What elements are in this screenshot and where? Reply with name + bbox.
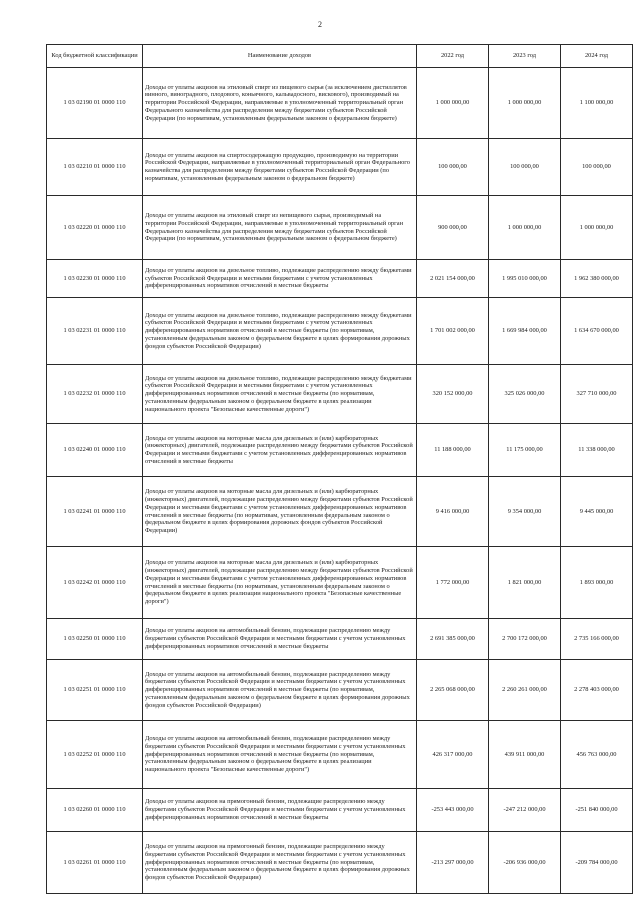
row-code: 1 03 02231 01 0000 110	[47, 298, 143, 365]
row-value-2024: 11 338 000,00	[561, 424, 633, 477]
row-value-2023: 1 995 010 000,00	[489, 260, 561, 298]
row-code: 1 03 02260 01 0000 110	[47, 789, 143, 832]
row-value-2022: 11 188 000,00	[417, 424, 489, 477]
row-name: Доходы от уплаты акцизов на автомобильный бензин, подлежащие распределению между бюджетами субъектов Российской Федерации и местными бюджетами с учетом установленных дифференцированных нормативов отчислений в местные бюджеты	[143, 619, 417, 660]
row-value-2022: 320 152 000,00	[417, 365, 489, 424]
table-header-row	[47, 45, 633, 68]
row-value-2023: 1 000 000,00	[489, 196, 561, 260]
row-value-2022: 1 000 000,00	[417, 68, 489, 139]
row-name: Доходы от уплаты акцизов на дизельное топливо, подлежащие распределению между бюджетами субъектов Российской Федерации и местными бюджетами с учетом установленных дифференцированных нормативов отчислений в местные бюджеты (по нормативам, установленным федеральным законом о федеральном бюджете в целях формирования дорожных фондов субъектов Российской Федерации)	[143, 298, 417, 365]
table-row	[47, 721, 633, 789]
table-row	[47, 298, 633, 365]
row-value-2022: 9 416 000,00	[417, 477, 489, 547]
row-value-2024: 2 735 166 000,00	[561, 619, 633, 660]
row-code: 1 03 02230 01 0000 110	[47, 260, 143, 298]
row-value-2023: 439 911 000,00	[489, 721, 561, 789]
table-row	[47, 832, 633, 894]
row-value-2023: 2 700 172 000,00	[489, 619, 561, 660]
row-value-2023: 325 026 000,00	[489, 365, 561, 424]
header-2022: 2022 год	[417, 45, 489, 68]
row-value-2024: -251 840 000,00	[561, 789, 633, 832]
row-code: 1 03 02232 01 0000 110	[47, 365, 143, 424]
row-code: 1 03 02210 01 0000 110	[47, 139, 143, 196]
row-code: 1 03 02190 01 0000 110	[47, 68, 143, 139]
row-name: Доходы от уплаты акцизов на дизельное топливо, подлежащие распределению между бюджетами субъектов Российской Федерации и местными бюджетами с учетом установленных дифференцированных нормативов отчислений в местные бюджеты (по нормативам, установленным федеральным законом о федеральном бюджете в целях реализации национального проекта "Безопасные качественные дороги")	[143, 365, 417, 424]
row-value-2022: 900 000,00	[417, 196, 489, 260]
revenue-table	[46, 44, 633, 894]
row-value-2024: 100 000,00	[561, 139, 633, 196]
row-value-2022: 100 000,00	[417, 139, 489, 196]
row-code: 1 03 02220 01 0000 110	[47, 196, 143, 260]
table-row	[47, 547, 633, 619]
table-row	[47, 619, 633, 660]
row-value-2024: 1 962 380 000,00	[561, 260, 633, 298]
row-value-2023: 1 821 000,00	[489, 547, 561, 619]
row-value-2024: 9 445 000,00	[561, 477, 633, 547]
row-value-2022: -253 443 000,00	[417, 789, 489, 832]
header-name: Наименование доходов	[143, 45, 417, 68]
row-code: 1 03 02240 01 0000 110	[47, 424, 143, 477]
table-row	[47, 260, 633, 298]
table-row	[47, 424, 633, 477]
row-code: 1 03 02251 01 0000 110	[47, 660, 143, 721]
row-value-2023: -247 212 000,00	[489, 789, 561, 832]
table-row	[47, 660, 633, 721]
row-value-2022: 2 691 385 000,00	[417, 619, 489, 660]
page-number: 2	[318, 20, 322, 29]
row-value-2024: 2 278 403 000,00	[561, 660, 633, 721]
table-row	[47, 477, 633, 547]
table-row	[47, 365, 633, 424]
row-name: Доходы от уплаты акцизов на автомобильный бензин, подлежащие распределению между бюджетами субъектов Российской Федерации и местными бюджетами с учетом установленных дифференцированных нормативов отчислений в местные бюджеты (по нормативам, установленным федеральным законом о федеральном бюджете в целях формирования дорожных фондов субъектов Российской Федерации)	[143, 660, 417, 721]
row-name: Доходы от уплаты акцизов на моторные масла для дизельных и (или) карбюраторных (инжекторных) двигателей, подлежащие распределению между бюджетами субъектов Российской Федерации и местными бюджетами с учетом установленных дифференцированных нормативов отчислений в местные бюджеты (по нормативам, установленным федеральным законом о федеральном бюджете в целях реализации национального проекта "Безопасные качественные дороги")	[143, 547, 417, 619]
row-value-2024: 1 634 670 000,00	[561, 298, 633, 365]
header-2023: 2023 год	[489, 45, 561, 68]
row-value-2022: 1 772 000,00	[417, 547, 489, 619]
row-code: 1 03 02252 01 0000 110	[47, 721, 143, 789]
table-row	[47, 789, 633, 832]
row-value-2023: 100 000,00	[489, 139, 561, 196]
row-name: Доходы от уплаты акцизов на автомобильный бензин, подлежащие распределению между бюджетами субъектов Российской Федерации и местными бюджетами с учетом установленных дифференцированных нормативов отчислений в местные бюджеты (по нормативам, установленным федеральным законом о федеральном бюджете в целях реализации национального проекта "Безопасные качественные дороги")	[143, 721, 417, 789]
table-row	[47, 68, 633, 139]
row-value-2022: 2 021 154 000,00	[417, 260, 489, 298]
row-name: Доходы от уплаты акцизов на прямогонный бензин, подлежащие распределению между бюджетами субъектов Российской Федерации и местными бюджетами с учетом установленных дифференцированных нормативов отчислений в местные бюджеты (по нормативам, установленным федеральным законом о федеральном бюджете в целях формирования дорожных фондов субъектов Российской Федерации)	[143, 832, 417, 894]
row-value-2022: 2 265 068 000,00	[417, 660, 489, 721]
row-value-2024: 327 710 000,00	[561, 365, 633, 424]
row-code: 1 03 02250 01 0000 110	[47, 619, 143, 660]
row-value-2024: 1 100 000,00	[561, 68, 633, 139]
row-value-2023: -206 936 000,00	[489, 832, 561, 894]
row-name: Доходы от уплаты акцизов на этиловый спирт из непищевого сырья, производимый на территории Российской Федерации, направляемые в уполномоченный территориальный орган Федерального казначейства для распределения между бюджетами субъектов Российской Федерации (по нормативам, установленным федеральным законом о федеральном бюджете)	[143, 196, 417, 260]
row-name: Доходы от уплаты акцизов на моторные масла для дизельных и (или) карбюраторных (инжекторных) двигателей, подлежащие распределению между бюджетами субъектов Российской Федерации и местными бюджетами с учетом установленных дифференцированных нормативов отчислений в местные бюджеты (по нормативам, установленным федеральным законом о федеральном бюджете в целях формирования дорожных фондов субъектов Российской Федерации)	[143, 477, 417, 547]
row-value-2022: 426 317 000,00	[417, 721, 489, 789]
row-name: Доходы от уплаты акцизов на прямогонный бензин, подлежащие распределению между бюджетами субъектов Российской Федерации и местными бюджетами с учетом установленных дифференцированных нормативов отчислений в местные бюджеты	[143, 789, 417, 832]
row-value-2023: 11 175 000,00	[489, 424, 561, 477]
row-value-2023: 9 354 000,00	[489, 477, 561, 547]
row-value-2023: 1 000 000,00	[489, 68, 561, 139]
row-name: Доходы от уплаты акцизов на моторные масла для дизельных и (или) карбюраторных (инжекторных) двигателей, подлежащие распределению между бюджетами субъектов Российской Федерации и местными бюджетами с учетом установленных дифференцированных нормативов отчислений в местные бюджеты	[143, 424, 417, 477]
row-name: Доходы от уплаты акцизов на дизельное топливо, подлежащие распределению между бюджетами субъектов Российской Федерации и местными бюджетами с учетом установленных дифференцированных нормативов отчислений в местные бюджеты	[143, 260, 417, 298]
row-name: Доходы от уплаты акцизов на спиртосодержащую продукцию, производимую на территории Российской Федерации, направляемые в уполномоченный территориальный орган Федерального казначейства для распределения между бюджетами субъектов Российской Федерации (по нормативам, установленным федеральным законом о федеральном бюджете)	[143, 139, 417, 196]
header-code: Код бюджетной классификации	[47, 45, 143, 68]
header-2024: 2024 год	[561, 45, 633, 68]
row-value-2023: 2 260 261 000,00	[489, 660, 561, 721]
row-value-2023: 1 669 984 000,00	[489, 298, 561, 365]
table-row	[47, 139, 633, 196]
row-value-2024: 1 000 000,00	[561, 196, 633, 260]
row-code: 1 03 02241 01 0000 110	[47, 477, 143, 547]
row-value-2024: 1 893 000,00	[561, 547, 633, 619]
row-code: 1 03 02242 01 0000 110	[47, 547, 143, 619]
row-code: 1 03 02261 01 0000 110	[47, 832, 143, 894]
row-value-2024: -209 784 000,00	[561, 832, 633, 894]
row-value-2022: -213 297 000,00	[417, 832, 489, 894]
row-name: Доходы от уплаты акцизов на этиловый спирт из пищевого сырья (за исключением дистиллятов винного, виноградного, плодового, коньячного, кальвадосного, вискового), производимый на территории Российской Федерации, направляемые в уполномоченный территориальный орган Федерального казначейства для распределения между бюджетами субъектов Российской Федерации (по нормативам, установленным федеральным законом о федеральном бюджете)	[143, 68, 417, 139]
table-row	[47, 196, 633, 260]
row-value-2022: 1 701 002 000,00	[417, 298, 489, 365]
row-value-2024: 456 763 000,00	[561, 721, 633, 789]
